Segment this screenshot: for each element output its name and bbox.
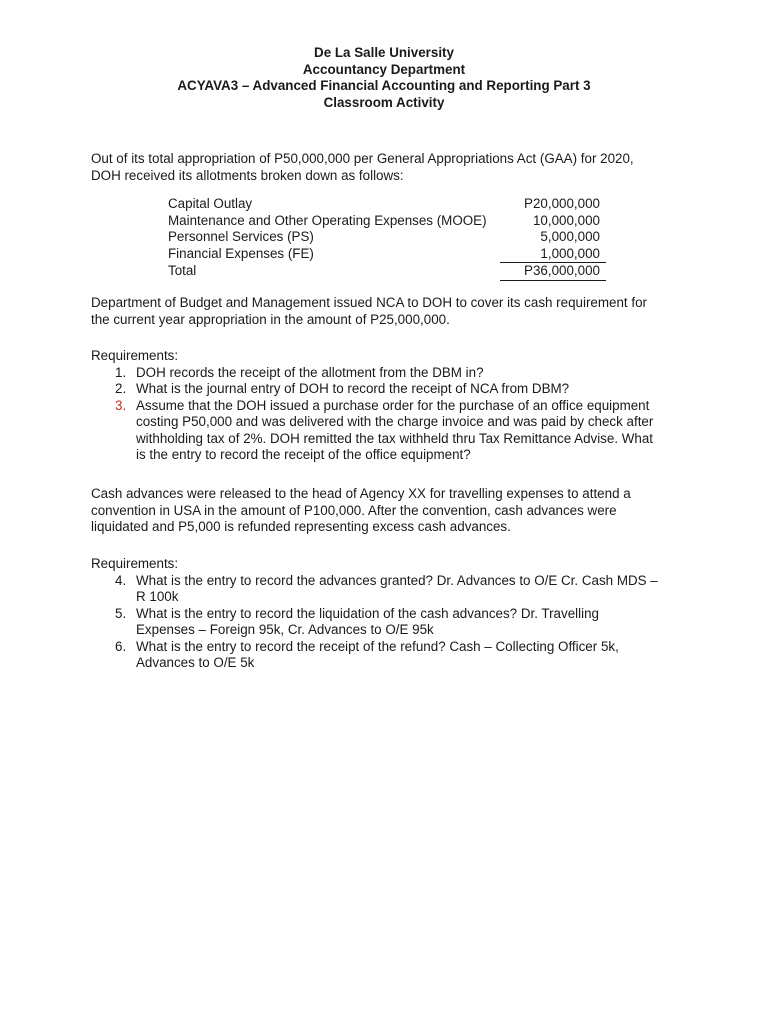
list-item [91,365,681,382]
cash-advances-line: liquidated and P5,000 is refunded representing excess cash advances. [91,519,511,534]
allotment-amount: 1,000,000 [540,245,600,261]
item-number-highlighted: 3. [115,397,127,413]
item-number: 6. [115,638,127,654]
total-row [168,263,606,281]
requirements-heading: Requirements: [91,348,179,363]
item-text: withholding tax of 2%. DOH remitted the tax withheld thru Tax Remittance Advise. What [136,430,654,446]
list-item [91,398,681,464]
item-text: What is the entry to record the receipt of the refund? Cash – Collecting Officer 5k, [136,638,619,654]
item-text: DOH records the receipt of the allotment from the DBM in? [136,364,484,380]
item-text: What is the journal entry of DOH to record the receipt of NCA from DBM? [136,381,570,396]
total-label: Total [168,262,197,278]
item-text: What is the entry to record the advances granted? Dr. Advances to O/E Cr. Cash MDS – [136,572,658,588]
item-text: Assume that the DOH issued a purchase order for the purchase of an office equipment [136,397,650,413]
department-name: Accountancy Department [302,61,466,77]
item-text: What is the entry to record the liquidation of the cash advances? Dr. Travelling [136,605,599,621]
table-row [168,229,606,246]
allotment-table [168,196,606,281]
table-row [168,246,606,263]
requirements-heading: Requirements: [91,556,179,571]
item-text: Expenses – Foreign 95k, Cr. Advances to O/E 95k [136,622,434,637]
item-text: is the entry to record the receipt of the office equipment? [136,447,471,462]
item-number: 5. [115,605,127,621]
nca-line: Department of Budget and Management issued NCA to DOH to cover its cash requirement for [91,295,647,310]
item-text: Advances to O/E 5k [136,655,255,670]
activity-title: Classroom Activity [323,94,445,110]
table-row [168,213,606,230]
cash-advances-line: Cash advances were released to the head of Agency XX for travelling expenses to attend a [91,486,631,501]
item-text: R 100k [136,589,179,604]
list-item [91,606,681,639]
allotment-label: Maintenance and Other Operating Expenses (MOOE) [168,212,487,228]
university-name: De La Salle University [314,45,454,60]
allotment-amount: 10,000,000 [532,212,600,228]
nca-line: the current year appropriation in the amount of P25,000,000. [91,311,450,327]
requirements-section-2 [91,556,681,672]
intro-line: Out of its total appropriation of P50,000,000 per General Appropriations Act (GAA) for 2020, [91,151,634,166]
requirements-list [91,365,681,464]
intro-paragraph [91,151,681,184]
list-item [91,381,681,398]
requirements-list [91,573,681,672]
list-item [91,639,681,672]
course-title: ACYAVA3 – Advanced Financial Accounting and Reporting Part 3 [177,78,591,93]
requirements-section-1 [91,348,681,464]
allotment-label: Personnel Services (PS) [168,229,314,244]
allotment-label: Capital Outlay [168,196,253,211]
table-row [168,196,606,213]
total-amount: P36,000,000 [500,263,606,281]
allotment-label: Financial Expenses (FE) [168,245,314,261]
allotment-amount: P20,000,000 [524,196,600,211]
item-text: costing P50,000 and was delivered with the charge invoice and was paid by check after [136,414,654,429]
cash-advances-paragraph [91,486,681,536]
document-header [0,45,768,111]
item-number: 4. [115,572,127,588]
item-number: 1. [115,364,127,380]
item-number: 2. [115,381,127,396]
allotment-amount: 5,000,000 [540,229,600,244]
nca-paragraph [91,295,681,328]
intro-line: DOH received its allotments broken down as follows: [91,167,404,183]
cash-advances-line: convention in USA in the amount of P100,000. After the convention, cash advances were [91,502,617,518]
list-item [91,573,681,606]
